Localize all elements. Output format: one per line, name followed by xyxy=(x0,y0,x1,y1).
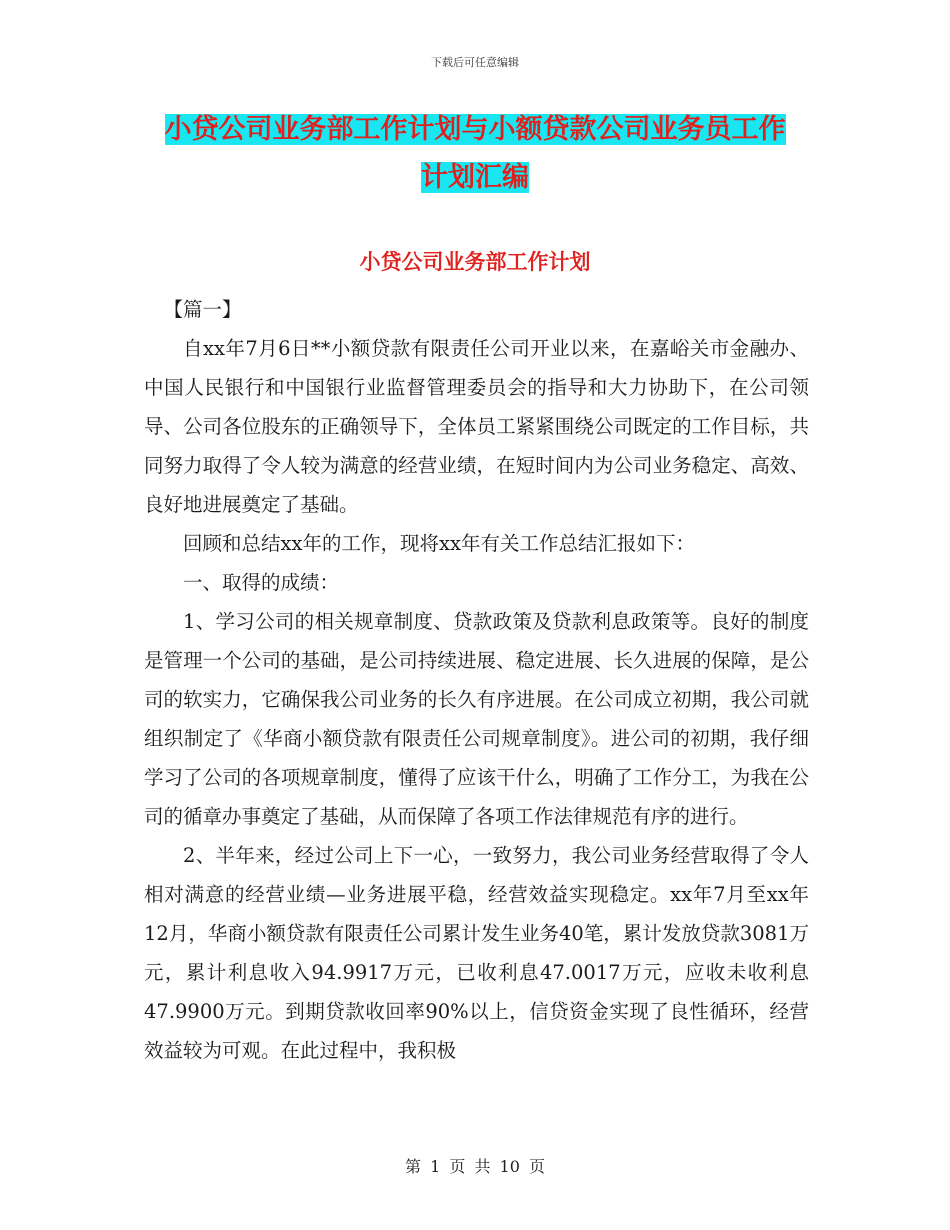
document-title-line-2: 计划汇编 xyxy=(421,162,529,193)
paragraph: 自xx年7月6日**小额贷款有限责任公司开业以来，在嘉峪关市金融办、中国人民银行和中国银行业监督管理委员会的指导和大力协助下，在公司领导、公司各位股东的正确领导下，全体员工紧紧围绕公司既定的工作目标，共同努力取得了令人较为满意的经营业绩，在短时间内为公司业务稳定、高效、良好地进展奠定了基础。 xyxy=(144,337,809,516)
document-title xyxy=(150,106,800,202)
page-footer: 第 1 页 共 10 页 xyxy=(405,1157,545,1176)
document-title-line-1: 小贷公司业务部工作计划与小额贷款公司业务员工作 xyxy=(164,114,786,145)
paragraph: 2、半年来，经过公司上下一心，一致努力，我公司业务经营取得了令人相对满意的经营业绩—业务进展平稳，经营效益实现稳定。xx年7月至xx年12月，华商小额贷款有限责任公司累计发生业务40笔，累计发放贷款3081万元，累计利息收入94.9917万元，已收利息47.0017万元，应收未收利息47.9900万元。到期贷款收回率90%以上，信贷资金实现了良性循环，经营效益较为可观。在此过程中，我积极 xyxy=(144,844,809,1062)
paragraph: 一、取得的成绩： xyxy=(183,571,340,594)
paragraph: 回顾和总结xx年的工作，现将xx年有关工作总结汇报如下： xyxy=(183,532,695,555)
header-note: 下载后可任意编辑 xyxy=(431,56,519,69)
document-body xyxy=(144,290,809,1070)
paragraph: 1、学习公司的相关规章制度、贷款政策及贷款利息政策等。良好的制度是管理一个公司的基础，是公司持续进展、稳定进展、长久进展的保障，是公司的软实力，它确保我公司业务的长久有序进展。在公司成立初期，我公司就组织制定了《华商小额贷款有限责任公司规章制度》。进公司的初期，我仔细学习了公司的各项规章制度，懂得了应该干什么，明确了工作分工，为我在公司的循章办事奠定了基础，从而保障了各项工作法律规范有序的进行。 xyxy=(144,610,809,828)
paragraph-chapter-label: 【篇一】 xyxy=(163,298,242,321)
section-title: 小贷公司业务部工作计划 xyxy=(359,250,591,274)
